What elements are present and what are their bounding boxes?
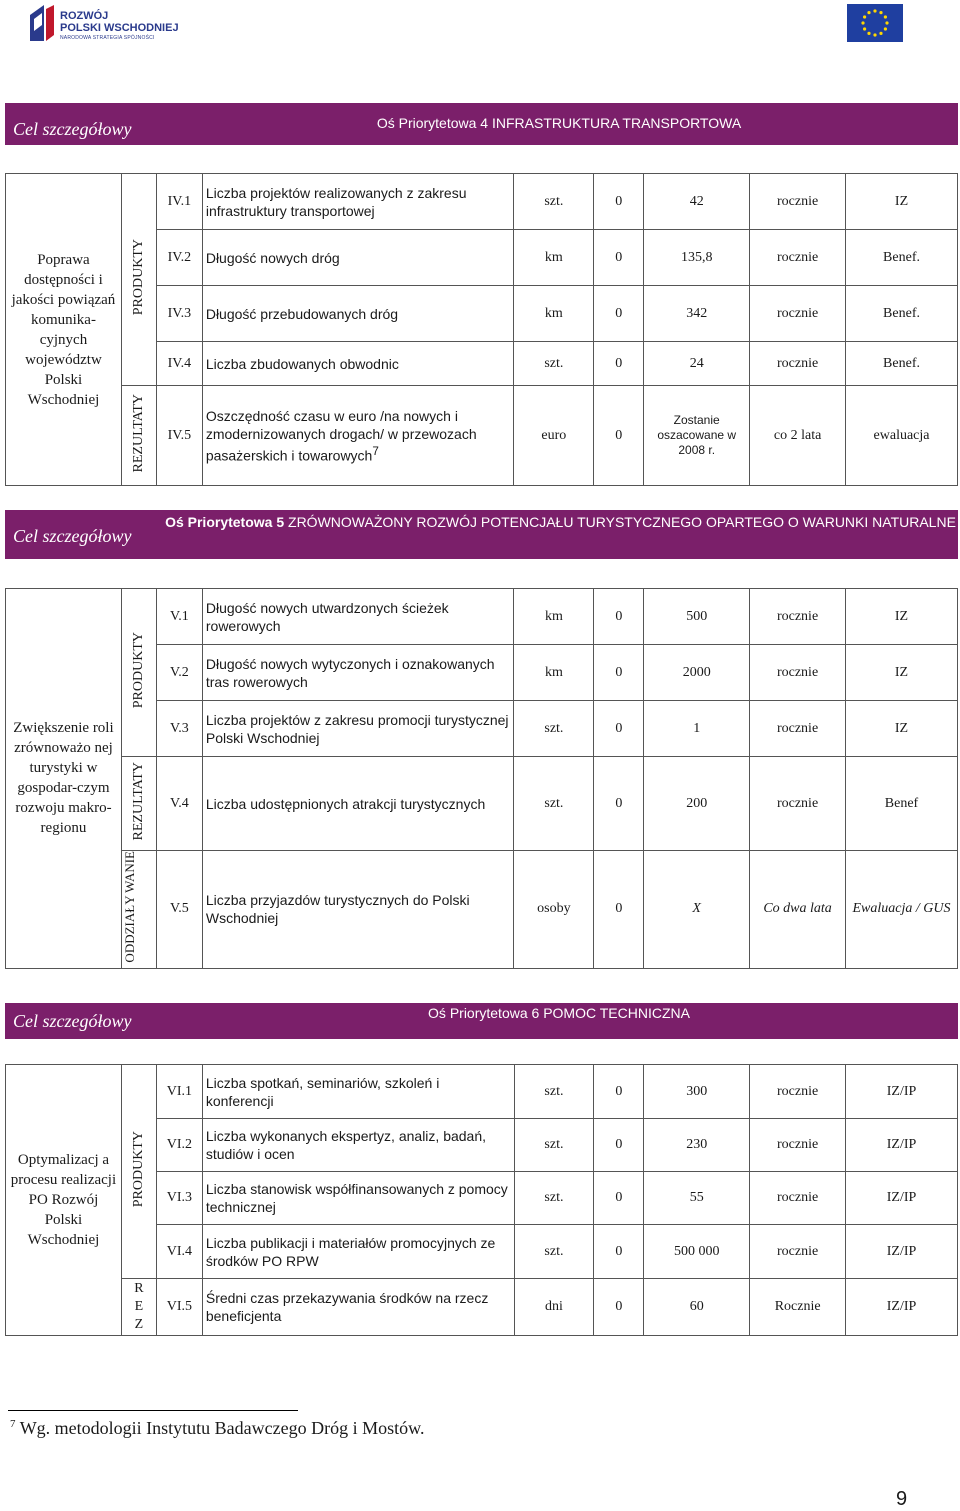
row-freq: rocznie bbox=[750, 701, 846, 757]
footnote bbox=[10, 1418, 424, 1439]
row-base: 0 bbox=[594, 386, 644, 486]
axis4-goal: Poprawa dostępności i jakości powiązań komunika-cyjnych województw Polski Wschodniej bbox=[6, 174, 122, 486]
row-unit: szt. bbox=[514, 174, 594, 230]
row-source: Benef bbox=[846, 757, 958, 851]
footnote-text: Wg. metodologii Instytutu Badawczego Dróg i Mostów. bbox=[19, 1418, 425, 1438]
row-name: Liczba stanowisk współfinansowanych z pomocy technicznej bbox=[202, 1172, 514, 1225]
row-source: Benef. bbox=[846, 230, 958, 286]
row-code: V.5 bbox=[156, 851, 202, 969]
row-base: 0 bbox=[594, 286, 644, 342]
row-name: Liczba wykonanych ekspertyz, analiz, badań, studiów i ocen bbox=[202, 1119, 514, 1172]
footnote-mark: 7 bbox=[10, 1418, 16, 1430]
axis5-goal: Zwiększenie roli zrównoważo nej turystyki w gospodar-czym rozwoju makro-regionu bbox=[6, 589, 122, 969]
row-target: X bbox=[644, 851, 750, 969]
row-name: Średni czas przekazywania środków na rzecz beneficjenta bbox=[202, 1279, 514, 1336]
row-base: 0 bbox=[594, 174, 644, 230]
row-unit: szt. bbox=[514, 757, 594, 851]
row-name: Długość przebudowanych dróg bbox=[202, 286, 514, 342]
eu-flag-icon bbox=[847, 4, 903, 42]
row-unit: euro bbox=[514, 386, 594, 486]
axis4-table bbox=[5, 173, 958, 486]
row-target: 300 bbox=[644, 1065, 750, 1119]
row-freq: rocznie bbox=[750, 342, 846, 386]
table-row bbox=[6, 1065, 958, 1119]
row-base: 0 bbox=[594, 342, 644, 386]
footnote-divider bbox=[8, 1410, 298, 1411]
row-source: Benef. bbox=[846, 286, 958, 342]
axis6-bar-right: Oś Priorytetowa 6 POMOC TECHNICZNA bbox=[428, 1005, 690, 1021]
axis4-group-products bbox=[121, 174, 156, 386]
axis5-table bbox=[5, 588, 958, 969]
axis5-group-impact bbox=[121, 851, 156, 969]
row-base: 0 bbox=[594, 645, 644, 701]
row-unit: szt. bbox=[514, 1225, 594, 1279]
row-target: 60 bbox=[644, 1279, 750, 1336]
axis6-goal: Optymalizacj a procesu realizacji PO Rozwój Polski Wschodniej bbox=[6, 1065, 122, 1336]
row-target: 135,8 bbox=[644, 230, 750, 286]
row-unit: km bbox=[514, 286, 594, 342]
row-unit: km bbox=[514, 230, 594, 286]
row-source: IZ/IP bbox=[846, 1279, 958, 1336]
row-name: Liczba przyjazdów turystycznych do Polski Wschodniej bbox=[202, 851, 514, 969]
row-name bbox=[202, 386, 514, 486]
row-freq: rocznie bbox=[750, 1065, 846, 1119]
axis4-group-results-label: REZULTATY bbox=[130, 393, 146, 473]
axis5-header-bar bbox=[5, 510, 958, 559]
row-base: 0 bbox=[594, 757, 644, 851]
row-freq: rocznie bbox=[750, 1172, 846, 1225]
axis4-group-products-label: PRODUKTY bbox=[130, 238, 146, 316]
table-row bbox=[6, 1279, 958, 1336]
row-name: Długość nowych dróg bbox=[202, 230, 514, 286]
rpw-logo-line2: POLSKI WSCHODNIEJ bbox=[60, 22, 179, 34]
rpw-logo-mark-icon bbox=[30, 5, 54, 41]
axis6-results-letter: Z bbox=[134, 1317, 144, 1332]
row-name: Liczba projektów z zakresu promocji turystycznej Polski Wschodniej bbox=[202, 701, 514, 757]
row-code: V.4 bbox=[156, 757, 202, 851]
row-source: IZ bbox=[846, 174, 958, 230]
row-name: Liczba spotkań, seminariów, szkoleń i konferencji bbox=[202, 1065, 514, 1119]
axis4-bar-right: Oś Priorytetowa 4 INFRASTRUKTURA TRANSPORTOWA bbox=[376, 115, 742, 131]
axis5-bar-subtitle: ZRÓWNOWAŻONY ROZWÓJ POTENCJAŁU TURYSTYCZNEGO OPARTEGO O WARUNKI NATURALNE bbox=[288, 514, 956, 530]
row-code: V.1 bbox=[156, 589, 202, 645]
axis6-group-results bbox=[121, 1279, 156, 1336]
row-code: VI.1 bbox=[156, 1065, 202, 1119]
row-target: 200 bbox=[644, 757, 750, 851]
axis6-bar-left: Cel szczegółowy bbox=[13, 1011, 132, 1031]
axis5-bar-right bbox=[163, 513, 958, 532]
row-target: 342 bbox=[644, 286, 750, 342]
row-name: Liczba udostępnionych atrakcji turystycznych bbox=[202, 757, 514, 851]
row-base: 0 bbox=[594, 1065, 644, 1119]
row-freq: rocznie bbox=[750, 757, 846, 851]
table-row bbox=[6, 851, 958, 969]
row-source: Ewaluacja / GUS bbox=[846, 851, 958, 969]
axis6-table bbox=[5, 1064, 958, 1336]
row-code: IV.3 bbox=[156, 286, 202, 342]
row-code: IV.1 bbox=[156, 174, 202, 230]
row-name: Liczba zbudowanych obwodnic bbox=[202, 342, 514, 386]
row-source: ewaluacja bbox=[846, 386, 958, 486]
axis5-group-products-label: PRODUKTY bbox=[130, 631, 146, 709]
axis4-bar-left: Cel szczegółowy bbox=[13, 119, 132, 139]
row-name-text: Oszczędność czasu w euro /na nowych i zmodernizowanych drogach/ w przewozach pasażerskich i towarowych bbox=[205, 407, 477, 464]
row-target: 42 bbox=[644, 174, 750, 230]
page-number: 9 bbox=[896, 1488, 908, 1510]
row-unit: szt. bbox=[514, 1172, 594, 1225]
row-source: IZ/IP bbox=[846, 1065, 958, 1119]
row-code: VI.5 bbox=[156, 1279, 202, 1336]
row-source: Benef. bbox=[846, 342, 958, 386]
row-target: 55 bbox=[644, 1172, 750, 1225]
row-unit: osoby bbox=[514, 851, 594, 969]
axis4-header-bar bbox=[5, 103, 958, 145]
row-name: Długość nowych wytyczonych i oznakowanych tras rowerowych bbox=[202, 645, 514, 701]
row-base: 0 bbox=[594, 589, 644, 645]
row-freq: rocznie bbox=[750, 286, 846, 342]
row-code: V.2 bbox=[156, 645, 202, 701]
row-code: IV.5 bbox=[156, 386, 202, 486]
row-code: VI.3 bbox=[156, 1172, 202, 1225]
row-base: 0 bbox=[594, 1279, 644, 1336]
row-freq: rocznie bbox=[750, 1119, 846, 1172]
row-code: VI.4 bbox=[156, 1225, 202, 1279]
row-name: Długość nowych utwardzonych ścieżek rowerowych bbox=[202, 589, 514, 645]
row-unit: szt. bbox=[514, 701, 594, 757]
row-target: 2000 bbox=[644, 645, 750, 701]
row-base: 0 bbox=[594, 230, 644, 286]
row-unit: szt. bbox=[514, 1119, 594, 1172]
row-source: IZ bbox=[846, 645, 958, 701]
row-code: V.3 bbox=[156, 701, 202, 757]
row-source: IZ bbox=[846, 589, 958, 645]
row-freq: rocznie bbox=[750, 589, 846, 645]
row-code: VI.2 bbox=[156, 1119, 202, 1172]
row-unit: km bbox=[514, 645, 594, 701]
axis5-bar-title: Oś Priorytetowa 5 bbox=[165, 514, 285, 530]
axis5-group-products bbox=[121, 589, 156, 757]
axis5-group-results bbox=[121, 757, 156, 851]
row-source: IZ bbox=[846, 701, 958, 757]
row-freq: rocznie bbox=[750, 174, 846, 230]
axis5-bar-left: Cel szczegółowy bbox=[13, 526, 132, 546]
rpw-logo-line3: NARODOWA STRATEGIA SPÓJNOŚCI bbox=[60, 35, 155, 41]
row-target: 500 000 bbox=[644, 1225, 750, 1279]
row-freq: rocznie bbox=[750, 230, 846, 286]
axis5-group-results-label: REZULTATY bbox=[130, 761, 146, 841]
row-name: Liczba projektów realizowanych z zakresu infrastruktury transportowej bbox=[202, 174, 514, 230]
page-header bbox=[0, 0, 960, 50]
row-source: IZ/IP bbox=[846, 1119, 958, 1172]
axis6-results-letter: E bbox=[134, 1299, 144, 1314]
axis6-results-letter: R bbox=[134, 1281, 144, 1296]
row-source: IZ/IP bbox=[846, 1225, 958, 1279]
row-unit: km bbox=[514, 589, 594, 645]
table-row bbox=[6, 174, 958, 230]
axis6-group-products-label: PRODUKTY bbox=[130, 1130, 146, 1208]
row-freq: Rocznie bbox=[750, 1279, 846, 1336]
row-code: IV.2 bbox=[156, 230, 202, 286]
row-base: 0 bbox=[594, 1225, 644, 1279]
row-freq: rocznie bbox=[750, 1225, 846, 1279]
axis6-group-products bbox=[121, 1065, 156, 1279]
row-unit: szt. bbox=[514, 342, 594, 386]
row-base: 0 bbox=[594, 1172, 644, 1225]
rpw-logo bbox=[30, 5, 180, 43]
row-base: 0 bbox=[594, 851, 644, 969]
row-freq: co 2 lata bbox=[750, 386, 846, 486]
footnote-ref: 7 bbox=[372, 444, 379, 458]
row-base: 0 bbox=[594, 1119, 644, 1172]
row-freq: rocznie bbox=[750, 645, 846, 701]
axis4-group-results bbox=[121, 386, 156, 486]
row-unit: dni bbox=[514, 1279, 594, 1336]
rpw-logo-line1: ROZWÓJ bbox=[60, 10, 109, 22]
row-target: 500 bbox=[644, 589, 750, 645]
row-target: 230 bbox=[644, 1119, 750, 1172]
table-row bbox=[6, 386, 958, 486]
row-target: 24 bbox=[644, 342, 750, 386]
row-name: Liczba publikacji i materiałów promocyjnych ze środków PO RPW bbox=[202, 1225, 514, 1279]
row-freq: Co dwa lata bbox=[750, 851, 846, 969]
axis5-group-impact-label: ODDZIAŁY WANIE bbox=[121, 851, 137, 963]
row-unit: szt. bbox=[514, 1065, 594, 1119]
table-row bbox=[6, 589, 958, 645]
row-code: IV.4 bbox=[156, 342, 202, 386]
row-source: IZ/IP bbox=[846, 1172, 958, 1225]
table-row bbox=[6, 757, 958, 851]
axis6-header-bar bbox=[5, 1003, 958, 1039]
row-target: 1 bbox=[644, 701, 750, 757]
row-target: Zostanie oszacowane w 2008 r. bbox=[644, 386, 750, 486]
row-base: 0 bbox=[594, 701, 644, 757]
